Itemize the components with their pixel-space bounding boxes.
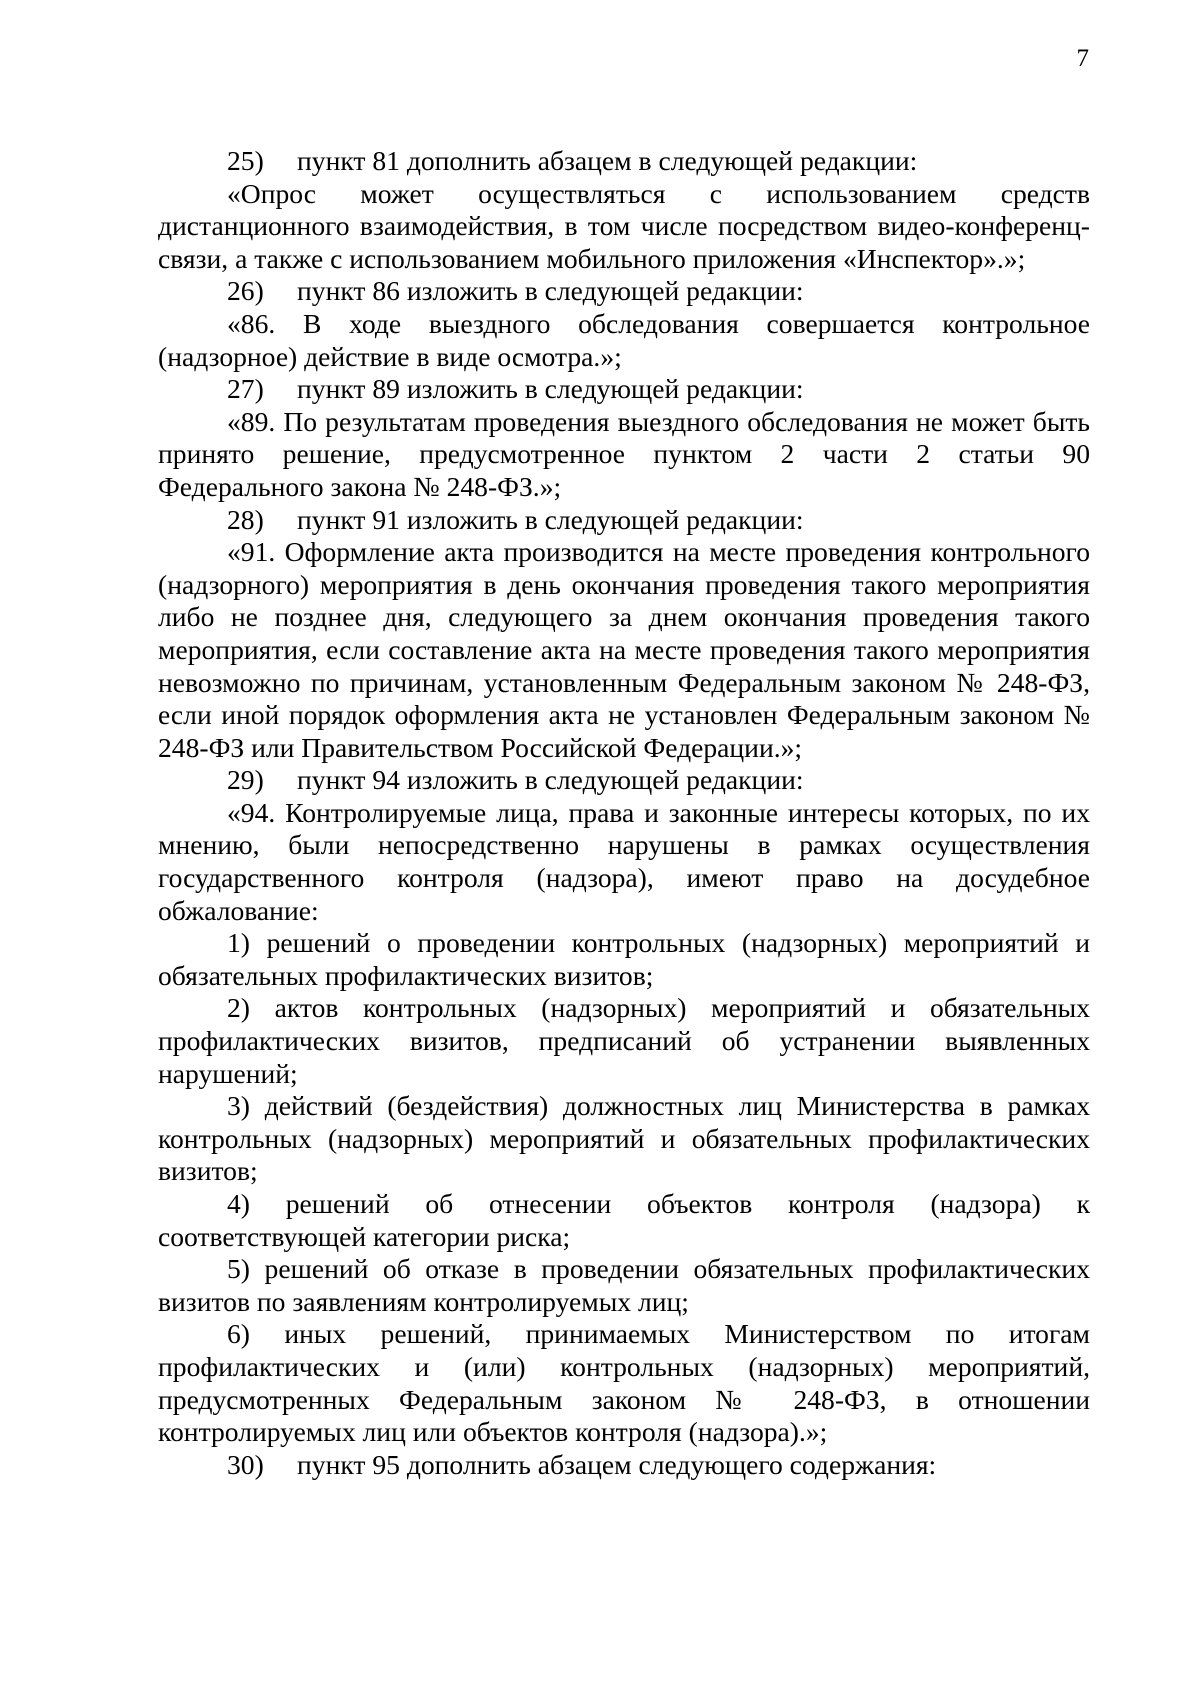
item-text: пункт 95 дополнить абзацем следующего содержания: [297, 1448, 937, 1480]
item-number: 26) [227, 275, 264, 307]
item-text: пункт 91 изложить в следующей редакции: [297, 503, 804, 535]
paragraph: «86. В ходе выездного обследования совершается контрольное (надзорное) действие в виде осмотра.»; [158, 307, 1090, 372]
paragraph: «94. Контролируемые лица, права и законные интересы которых, по их мнению, были непосредственно нарушены в рамках осуществления государственного контроля (надзора), имеют право на досудебное обжалование: [158, 796, 1090, 926]
paragraph: «91. Оформление акта производится на месте проведения контрольного (надзорного) мероприятия в день окончания проведения такого мероприятия либо не позднее дня, следующего за днем окончания проведения такого мероприятия, если составление акта на месте проведения такого мероприятия невозможно по причинам, установленным Федеральным законом № 248-ФЗ, если иной порядок оформления акта не установлен Федеральным законом № 248-ФЗ или Правительством Российской Федерации.»; [158, 536, 1090, 763]
list-item-28 [158, 504, 1090, 537]
page-number: 7 [1076, 45, 1089, 72]
document-body [158, 145, 1090, 1481]
paragraph: «Опрос может осуществляться с использованием средств дистанционного взаимодействия, в том числе посредством видео-конференц-связи, а также с использованием мобильного приложения «Инспектор».»; [158, 177, 1090, 274]
item-text: пункт 81 дополнить абзацем в следующей редакции: [297, 145, 918, 176]
list-item-26 [158, 275, 1090, 308]
list-item-29 [158, 764, 1090, 797]
subitem-4: 4) решений об отнесении объектов контроля (надзора) к соответствующей категории риска; [158, 1188, 1090, 1252]
item-text: пункт 89 изложить в следующей редакции: [297, 373, 804, 405]
subitem-6: 6) иных решений, принимаемых Министерством по итогам профилактических и (или) контрольных (надзорных) мероприятий, предусмотренных Федеральным законом № 248-ФЗ, в отношении контролируемых лиц или объектов контроля (надзора).»; [158, 1318, 1090, 1448]
list-item-27 [158, 373, 1090, 406]
item-number: 27) [227, 373, 264, 405]
item-number: 29) [227, 764, 264, 796]
item-number: 28) [227, 503, 264, 535]
subitem-1: 1) решений о проведении контрольных (надзорных) мероприятий и обязательных профилактических визитов; [158, 927, 1090, 991]
item-text: пункт 86 изложить в следующей редакции: [297, 275, 804, 307]
list-item-30 [158, 1449, 1090, 1482]
paragraph: «89. По результатам проведения выездного обследования не может быть принято решение, предусмотренное пунктом 2 части 2 статьи 90 Федерального закона № 248-ФЗ.»; [158, 405, 1090, 502]
list-item-25 [158, 145, 1090, 178]
subitem-3: 3) действий (бездействия) должностных лиц Министерства в рамках контрольных (надзорных) мероприятий и обязательных профилактических визитов; [158, 1090, 1090, 1187]
subitem-5: 5) решений об отказе в проведении обязательных профилактических визитов по заявлениям контролируемых лиц; [158, 1253, 1090, 1317]
item-number: 30) [227, 1448, 264, 1480]
subitem-2: 2) актов контрольных (надзорных) мероприятий и обязательных профилактических визитов, предписаний об устранении выявленных нарушений; [158, 992, 1090, 1089]
item-number: 25) [227, 145, 264, 176]
item-text: пункт 94 изложить в следующей редакции: [297, 764, 804, 796]
